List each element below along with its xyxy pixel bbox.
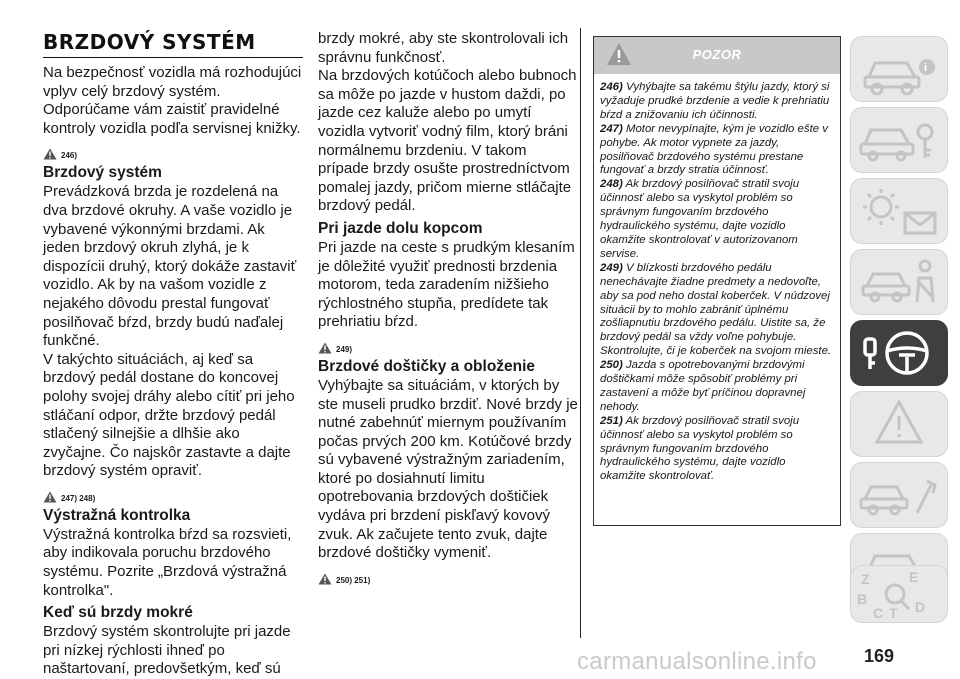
heading-downhill: Pri jazde dolu kopcom [318, 219, 483, 237]
tab-driving[interactable] [850, 320, 948, 386]
tab-dashboard-lights[interactable] [850, 178, 948, 244]
tab-service[interactable] [850, 462, 948, 528]
warning-reference [318, 334, 580, 354]
heading-wet-brakes: Keď sú brzdy mokré [43, 604, 193, 622]
warning-triangle-icon [43, 491, 57, 503]
warning-triangle-icon [318, 573, 332, 585]
warning-item-number: 249) [600, 261, 623, 274]
watermark: carmanualsonline.info [577, 648, 817, 675]
warning-item-number: 248) [600, 178, 623, 191]
seatbelt-safety-icon [851, 250, 947, 314]
tab-index[interactable] [850, 565, 948, 623]
paragraph: Vyhýbajte sa situáciám, v ktorých by ste museli prudko brzdiť. Nové brzdy je nutné zabehnúť miernym používaním počas prvých 200 km. Kotúčové brzdy sú vybavené výstražným zariadením, ktoré po dosiahnutí limitu opotrebovania brzdových doštičiek vydáva pri brzdení piskľavý kovový zvuk. Ak začujete tento zvuk, dajte brzdové doštičky vymeniť. [318, 376, 578, 562]
index-letter: B [857, 591, 868, 607]
warning-triangle-icon [318, 342, 332, 354]
page-number: 169 [864, 646, 895, 666]
warning-item [600, 359, 834, 415]
warning-triangle-icon [851, 392, 947, 456]
reference-number: 249) [336, 344, 353, 354]
column-divider [580, 28, 581, 638]
paragraph: Prevádzková brzda je rozdelená na dva brzdové okruhy. A vaše vozidlo je vybavené výkonnými brzdami. Ak jeden brzdový okruh zlyhá, je k dispozícii druhý, ktorý dokáže zastaviť vozidlo. Ak by na vašom vozidle z nejakého dôvodu prestal fungovať posilňovač bŕzd, brzdy budú naďalej funkčné. [43, 183, 297, 350]
intro-paragraph: Na bezpečnosť vozidla má rozhodujúci vplyv celý brzdový systém. Odporúčame vám zaistiť pravidelné kontroly vozidla podľa servisnej knižky. [43, 64, 302, 137]
warning-triangle-icon [43, 148, 57, 160]
paragraph: Výstražná kontrolka bŕzd sa rozsvieti, aby indikovala poruchu brzdového systému. Pozrite „Brzdová výstražná kontrolka". [43, 525, 292, 599]
index-letters-icon [851, 566, 947, 622]
paragraph: V takýchto situáciách, aj keď sa brzdový pedál dostane do koncovej polohy svojej dráhy alebo cítiť pri jeho stláčaní odpor, držte brzdový pedál stlačený silnejšie a dlhšie ako zvyčajne. Čo najskôr zastavte a dajte brzdový systém opraviť. [43, 350, 295, 480]
warning-item [600, 415, 834, 485]
dashboard-lights-icon [851, 179, 947, 243]
reference-number: 247) 248) [61, 493, 96, 503]
tab-car-key[interactable] [850, 107, 948, 173]
car-key-icon [851, 108, 947, 172]
middle-column [318, 30, 580, 586]
warning-item-number: 251) [600, 414, 623, 427]
warning-reference [43, 483, 305, 503]
reference-number: 250) 251) [336, 575, 371, 585]
car-service-icon [851, 463, 947, 527]
warning-box-title: POZOR [692, 47, 742, 62]
warning-item-text: Jazda s opotrebovanými brzdovými doštičkami môže spôsobiť problémy pri zastavení a môže byť príčinou dopravnej nehody. [600, 359, 806, 413]
car-info-icon [851, 37, 947, 101]
paragraph: Na brzdových kotúčoch alebo bubnoch sa môže po jazde v hustom daždi, po jazde cez kaluže alebo po umytí vozidla vytvoriť vodný film, ktorý bráni normálnemu brzdeniu. V takom prípade brzdy osušte prostredníctvom pomalej jazdy, pričom mierne stláčajte brzdový pedál. [318, 67, 577, 215]
warning-item-text: Vyhýbajte sa takému štýlu jazdy, ktorý si vyžaduje prudké brzdenie a vedie k prehriatiu bŕzd a znižovaniu ich účinnosti. [600, 81, 830, 121]
warning-item-text: V blízkosti brzdového pedálu nenechávajte žiadne predmety a nedovoľte, aby sa pod neho dostal koberček. V núdzovej situácii by to mohlo zabrániť úplnému zošliapnutiu brzdového pedálu. Uistite sa, že brzdový pedál sa vždy voľne pohybuje. Skontrolujte, či je koberček na svojom mieste. [600, 261, 832, 358]
index-letter: E [909, 569, 919, 585]
paragraph: brzdy mokré, aby ste skontrolovali ich správnu funkčnosť. [318, 30, 569, 66]
warning-item [600, 178, 834, 261]
warning-item-text: Motor nevypínajte, kým je vozidlo ešte v pohybe. Ak motor vypnete za jazdy, posilňovač brzdového systému prestane fungovať a brzdy stratia účinnosť. [600, 122, 828, 177]
paragraph: Brzdový systém skontrolujte pri jazde pri nízkej rýchlosti ihneď po naštartovaní, predovšetkým, keď sú [43, 623, 291, 678]
index-letter: D [915, 599, 926, 615]
warning-item [600, 262, 834, 359]
heading-warning-light: Výstražná kontrolka [43, 506, 191, 524]
warning-reference [43, 140, 305, 160]
index-letter: Z [861, 571, 870, 587]
warning-item-text: Ak brzdový posilňovač stratil svoju účinnosť alebo sa vyskytol problém so správnym fungovaním brzdového hydraulického systému, dajte vozidlo okamžite skontrolovať. [600, 414, 800, 483]
warning-item-number: 250) [600, 359, 623, 372]
heading-brake-pads: Brzdové doštičky a obloženie [318, 357, 536, 375]
section-title: BRZDOVÝ SYSTÉM [43, 30, 256, 54]
index-letter: T [889, 605, 898, 621]
warning-item-text: Ak brzdový posilňovač stratil svoju účinnosť alebo sa vyskytol problém so správnym fungovaním brzdového hydraulického systému, dajte vozidlo okamžite skontrolovať v autorizovanom servise. [600, 178, 800, 260]
warning-box-body [594, 74, 840, 484]
tab-emergency[interactable] [850, 391, 948, 457]
svg-text:i: i [924, 62, 928, 74]
reference-number: 246) [61, 151, 78, 161]
tab-safety[interactable] [850, 249, 948, 315]
tab-car-info[interactable] [850, 36, 948, 102]
title-underline [43, 57, 303, 58]
heading-brake-system: Brzdový systém [43, 164, 162, 182]
steering-wheel-icon [851, 321, 947, 385]
warning-item-number: 247) [600, 122, 623, 135]
warning-reference [318, 565, 580, 585]
warning-item [600, 123, 834, 179]
warning-item-number: 246) [600, 81, 623, 93]
paragraph: Pri jazde na ceste s prudkým klesaním je dôležité využiť prednosti brzdenia motorom, teda zaradením nižšieho rýchlostného stupňa, predídete tak prehriatiu bŕzd. [318, 238, 575, 331]
warning-item [600, 81, 834, 123]
warning-box [593, 36, 841, 526]
index-letter: C [873, 605, 884, 621]
warning-box-header [594, 37, 840, 74]
left-column [43, 30, 305, 679]
